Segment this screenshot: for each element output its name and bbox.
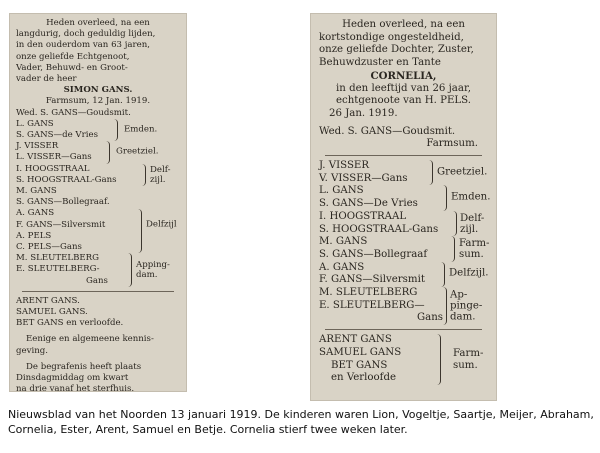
age-line: echtgenoote van H. PELS.	[335, 95, 472, 107]
brace	[443, 185, 447, 210]
family-member: SAMUEL GANS	[319, 346, 402, 358]
brace	[138, 209, 142, 253]
intro-line: vader de heer	[16, 74, 77, 85]
brace	[128, 253, 132, 287]
intro-line: Behuwdzuster en Tante	[319, 57, 441, 69]
funeral-line: Dinsdagmiddag om kwart	[16, 373, 129, 384]
divider	[325, 155, 482, 156]
family-member: S. GANS—Bollegraaf.	[16, 197, 110, 208]
family-group	[16, 253, 180, 287]
intro-line: Vader, Behuwd- en Groot-	[16, 62, 128, 73]
brace	[437, 334, 441, 385]
funeral-line: na drie vanaf het sterfhuis.	[16, 384, 135, 392]
family-member: F. GANS—Silversmit	[16, 219, 106, 230]
age-line: in den leeftijd van 26 jaar,	[336, 82, 471, 94]
family-member: BET GANS	[331, 359, 388, 371]
family-place: Greetziel.	[437, 166, 488, 178]
family-place: Greetziel.	[116, 146, 159, 157]
family-place: Delf- zijl.	[460, 212, 485, 235]
family-member: S. HOOGSTRAAL-Gans	[319, 223, 439, 235]
family-member: Gans	[86, 275, 108, 286]
family-member: V. VISSER—Gans	[319, 172, 408, 184]
deceased-name: CORNELIA,	[370, 69, 437, 82]
family-member: S. GANS—De Vries	[319, 198, 418, 210]
family-group	[16, 119, 180, 141]
family-member: A. GANS	[319, 261, 365, 273]
family-member: C. PELS—Gans	[16, 242, 82, 253]
family-place: Farm- sum.	[459, 237, 490, 260]
family-member: ARENT GANS	[319, 334, 392, 346]
family-group	[319, 236, 488, 261]
family-group	[319, 160, 488, 185]
caption: Nieuwsblad van het Noorden 13 januari 1919. De kinderen waren Lion, Vogeltje, Saartje, Meijer, Abraham, Cornelia, Ester, Arent, Samuel en Betje. Cornelia stierf twee weken later.	[8, 408, 594, 436]
divider	[325, 329, 482, 330]
brace	[443, 287, 447, 325]
widow-line: Wed. S. GANS—Goudsmit.	[16, 107, 131, 118]
intro-line: onze geliefde Dochter, Zuster,	[319, 44, 474, 56]
family-group	[16, 164, 180, 186]
funeral-line: De begrafenis heeft plaats	[26, 361, 142, 372]
family-member: J. VISSER	[16, 141, 59, 152]
date-line: 26 Jan. 1919.	[329, 107, 398, 119]
family-place: Emden.	[124, 124, 158, 135]
brace	[441, 262, 445, 287]
family-member: S. HOOGSTRAAL-Gans	[16, 174, 117, 185]
brace	[114, 119, 118, 141]
obituary-simon-gans	[9, 13, 187, 392]
family-member: I. HOOGSTRAAL	[319, 210, 407, 222]
family-member: en Verloofde	[331, 372, 396, 384]
family-group	[319, 262, 488, 287]
intro-line: onze geliefde Echtgenoot,	[16, 51, 130, 62]
brace	[142, 164, 146, 186]
family-member: S. GANS—de Vries	[16, 130, 98, 141]
divider	[22, 291, 174, 292]
family-place: Farm- sum.	[453, 347, 484, 371]
family-group	[319, 185, 491, 210]
intro-line: Heden overleed, na een	[342, 19, 465, 30]
family-member: L. GANS	[16, 118, 54, 129]
deceased-name: SIMON GANS.	[63, 85, 133, 96]
family-place: Delfzijl.	[449, 268, 489, 280]
family-member: J. VISSER	[319, 160, 370, 172]
notice-line: Eenige en algemeene kennis-	[26, 334, 154, 345]
mother-line: Wed. S. GANS—Goudsmit.	[319, 125, 456, 137]
family-member: A. GANS	[16, 208, 55, 219]
brace	[453, 211, 457, 236]
intro-line: langdurig, doch geduldig lijden,	[16, 29, 156, 40]
family-member: M. SLEUTELBERG	[16, 253, 100, 264]
family-place: Delf- zijl.	[150, 164, 171, 185]
intro-line: kortstondige ongesteldheid,	[319, 31, 464, 43]
family-member: E. SLEUTELBERG-	[16, 264, 100, 275]
intro-line: Heden overleed, na een	[46, 18, 150, 28]
family-member: M. SLEUTELBERG	[319, 287, 418, 299]
family-place: Ap- pinge- dam.	[450, 289, 483, 323]
family-group	[319, 287, 488, 325]
family-group	[16, 197, 180, 253]
obituary-cornelia	[310, 13, 497, 401]
family-member: M. GANS	[16, 186, 57, 197]
family-group	[319, 334, 488, 385]
family-member: L. VISSER—Gans	[16, 152, 92, 163]
place-date: Farmsum, 12 Jan. 1919.	[45, 96, 151, 107]
family-member: M. GANS	[319, 236, 368, 248]
notice-line: geving.	[16, 345, 48, 356]
family-member: I. HOOGSTRAAL	[16, 163, 90, 174]
mother-place: Farmsum.	[426, 138, 478, 150]
family-member: S. GANS—Bollegraaf	[319, 248, 428, 260]
family-member: SAMUEL GANS.	[16, 307, 88, 318]
family-member: L. GANS	[319, 185, 364, 197]
family-place: Delfzijl	[146, 219, 177, 230]
intro-line: in den ouderdom van 63 jaren,	[16, 40, 150, 51]
family-member: A. PELS	[16, 230, 52, 241]
brace	[429, 160, 433, 185]
family-member: ARENT GANS.	[16, 295, 80, 306]
family-group	[16, 141, 180, 163]
family-place: Apping- dam.	[136, 260, 170, 281]
brace	[106, 141, 110, 163]
family-member: E. SLEUTELBERG—	[319, 299, 425, 311]
family-member: F. GANS—Silversmit	[319, 274, 425, 286]
family-group	[319, 211, 488, 236]
family-place: Emden.	[451, 191, 491, 203]
family-member: BET GANS en verloofde.	[16, 318, 124, 329]
brace	[451, 236, 455, 261]
family-member: Gans	[417, 312, 444, 324]
